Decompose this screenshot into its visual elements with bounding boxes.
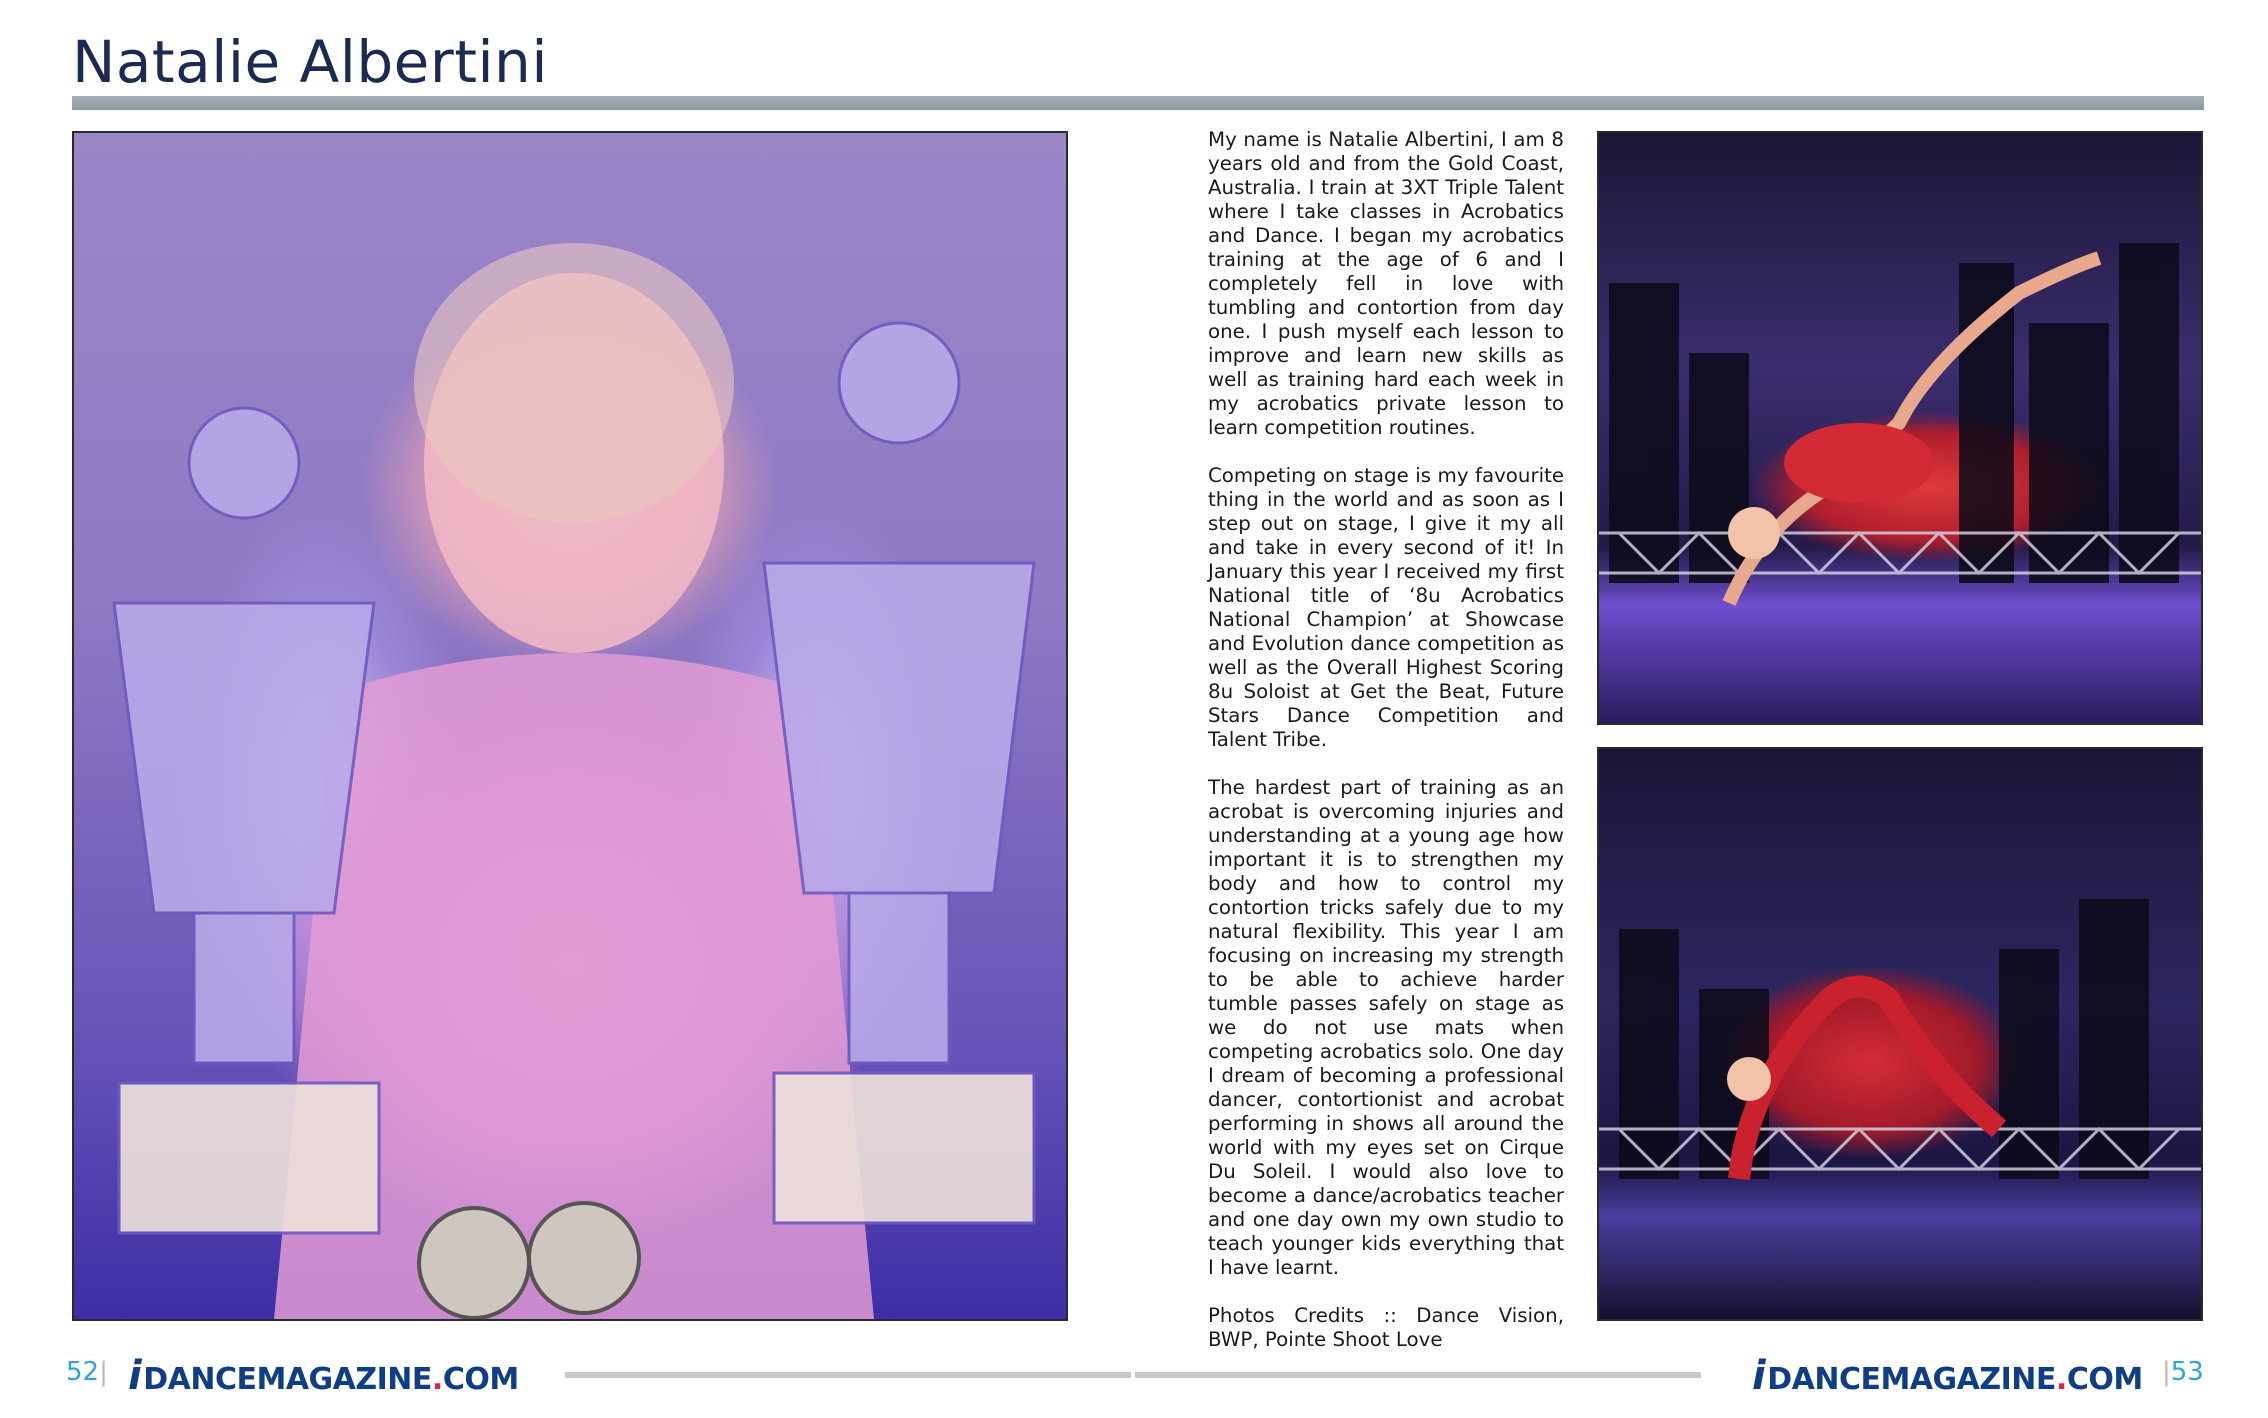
logo-i: i bbox=[128, 1353, 142, 1399]
logo-com: COM bbox=[2066, 1362, 2143, 1397]
footer-divider-left bbox=[565, 1372, 1131, 1378]
logo-dot: . bbox=[2055, 1362, 2067, 1397]
page-number-left bbox=[66, 1357, 108, 1387]
photo-trophies bbox=[72, 131, 1068, 1321]
logo-i: i bbox=[1752, 1353, 1766, 1399]
logo-dot: . bbox=[431, 1362, 443, 1397]
article-title: Natalie Albertini bbox=[72, 28, 548, 96]
page-number-text: 52 bbox=[66, 1357, 100, 1387]
article-paragraph: My name is Natalie Albertini, I am 8 years old and from the Gold Coast, Australia. I train at 3XT Triple Talent where I take classes in Acrobatics and Dance. I began my acrobatics training at the age of 6 and I completely fell in love with tumbling and contortion from day one. I push myself each lesson to improve and learn new skills as well as training hard each week in my acrobatics private lesson to learn competition routines. bbox=[1208, 128, 1564, 439]
photo-credits: Photos Credits :: Dance Vision, BWP, Pointe Shoot Love bbox=[1208, 1304, 1564, 1351]
page-pipe: | bbox=[99, 1357, 108, 1387]
logo-dance: DANCE bbox=[143, 1362, 257, 1397]
title-divider bbox=[72, 96, 2204, 110]
logo-dance: DANCE bbox=[1767, 1362, 1881, 1397]
article-paragraph: Competing on stage is my favourite thing in the world and as soon as I step out on stage, I give it my all and take in every second of it! In January this year I received my first National title of ‘8u Acrobatics National Champion’ at Showcase and Evolution dance competition as well as the Overall Highest Scoring 8u Soloist at Get the Beat, Future Stars Dance Competition and Talent Tribe. bbox=[1208, 464, 1564, 751]
logo-magazine: MAGAZINE bbox=[1880, 1362, 2056, 1397]
article-body bbox=[1208, 128, 1564, 1376]
page-number-text: 53 bbox=[2170, 1357, 2204, 1387]
logo-com: COM bbox=[442, 1362, 519, 1397]
page-pipe: | bbox=[2162, 1357, 2171, 1387]
logo-magazine: MAGAZINE bbox=[256, 1362, 432, 1397]
footer-divider-right bbox=[1135, 1372, 1701, 1378]
article-paragraph: The hardest part of training as an acrobat is overcoming injuries and understanding at a young age how important it is to strengthen my body and how to control my contortion tricks safely due to my natural flexibility. This year I am focusing on increasing my strength to be able to achieve harder tumble passes safely on stage as we do not use mats when competing acrobatics solo. One day I dream of becoming a professional dancer, contortionist and acrobat performing in shows all around the world with my eyes set on Cirque Du Soleil. I would also love to become a dance/acrobatics teacher and one day own my own studio to teach younger kids everything that I have learnt. bbox=[1208, 776, 1564, 1279]
magazine-logo-right[interactable] bbox=[1752, 1353, 2143, 1399]
page-number-right bbox=[2162, 1357, 2204, 1387]
photo-contortion-pose bbox=[1597, 131, 2203, 725]
photo-backbend-pose bbox=[1597, 747, 2203, 1321]
magazine-logo-left[interactable] bbox=[128, 1353, 519, 1399]
photo-contortion-illustration bbox=[1599, 133, 2201, 723]
photo-backbend-illustration bbox=[1599, 749, 2201, 1319]
photo-trophies-illustration bbox=[74, 133, 1066, 1319]
